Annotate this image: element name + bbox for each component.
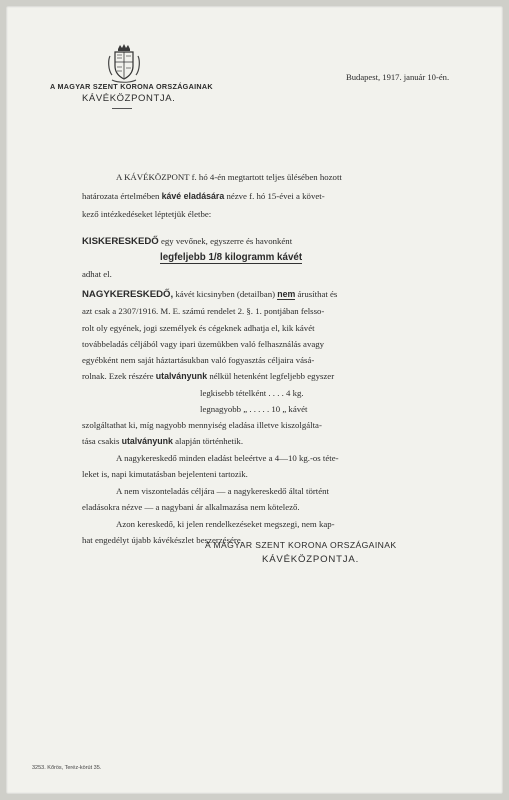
signature-line-2: KÁVÉKÖZPONTJA. — [262, 554, 360, 565]
signature-line-1: A MAGYAR SZENT KORONA ORSZÁGAINAK — [205, 540, 397, 550]
p3-quantity-min: legkisebb tételként . . . . 4 kg. — [200, 388, 304, 398]
p1-line-3: kező intézkedéseket léptetjük életbe: — [82, 209, 212, 219]
p1-line-2 — [82, 192, 325, 201]
issuer-divider — [112, 108, 132, 109]
issuer-name-line-2: KÁVÉKÖZPONTJA. — [82, 93, 176, 104]
p5-line-1: A nem viszonteladás céljára — a nagykereskedő által történt — [116, 486, 329, 496]
p3-line-10 — [82, 437, 243, 446]
p3-emphasis-nem: nem — [277, 289, 296, 299]
p3-text: árusíthat és — [297, 289, 338, 299]
p2-line-1 — [82, 237, 292, 247]
p3-line-1 — [82, 290, 337, 300]
p2-text: egy vevőnek, egyszerre és havonként — [160, 236, 293, 246]
p1-text: nézve f. hó 15-évei a követ- — [226, 191, 325, 201]
p3-text: tása csakis — [82, 436, 120, 446]
p5-line-2: eladásokra nézve — a nagybani ár alkalmazása nem kötelező. — [82, 502, 300, 512]
p1-line-1 — [116, 173, 342, 182]
p3-emphasis-voucher: utalványunk — [155, 371, 208, 381]
p2-lead: KISKERESKEDŐ — [82, 236, 159, 247]
date-line: Budapest, 1917. január 10-én. — [346, 72, 450, 82]
issuer-name-line-1: A MAGYAR SZENT KORONA ORSZÁGAINAK — [50, 82, 213, 91]
document-page — [6, 6, 503, 794]
printer-imprint: 3253. Kőrös, Teréz-körút 35. — [32, 765, 102, 771]
p3-emphasis-voucher: utalványunk — [121, 436, 173, 446]
p1-text: f. hó 4-én megtartott teljes ülésében hozott — [191, 172, 342, 182]
p1-text: határozata értelmében — [82, 191, 160, 201]
p3-line-4: továbbeladás céljából vagy ipari üzemükben való felhasználás avagy — [82, 339, 325, 349]
p2-line-3: adhat el. — [82, 269, 112, 279]
p3-text: rolnak. Ezek részére — [82, 371, 154, 381]
p6-line-2: hat engedélyt újabb kávékészlet beszerzésére. — [82, 535, 243, 545]
p3-text: nélkül hetenként legfeljebb egyszer — [209, 371, 335, 381]
p4-line-1: A nagykereskedő minden eladást beleértve a 4—10 kg.-os téte- — [116, 453, 339, 463]
p3-text: alapján történhetik. — [175, 436, 244, 446]
p1-lead: A KÁVÉKÖZPONT — [116, 172, 190, 182]
p3-line-5: egyébként nem saját háztartásukban való fogyasztás céljaira vásá- — [82, 355, 315, 365]
p4-line-2: leket is, napi kimutatásban bejelenteni tartozik. — [82, 469, 248, 479]
p3-line-9: szolgáltathat ki, míg nagyobb mennyiség eladása illetve kiszolgálta- — [82, 420, 322, 430]
p3-text: kávét kicsinyben (detailban) — [175, 289, 276, 299]
p6-line-1: Azon kereskedő, ki jelen rendelkezéseket megszegi, nem kap- — [116, 519, 335, 529]
p3-quantity-max: legnagyobb „ . . . . . 10 „ kávét — [200, 404, 308, 414]
p3-line-3: rolt oly egyének, jogi személyek és cégeknek adhatja el, kik kávét — [82, 323, 315, 333]
p2-emphasis: legfeljebb 1/8 kilogramm kávét — [160, 252, 303, 263]
p3-line-6 — [82, 372, 334, 381]
p1-emphasis: kávé eladására — [161, 191, 225, 201]
coat-of-arms-icon — [106, 42, 142, 86]
p3-line-2: azt csak a 2307/1916. M. E. számú rendelet 2. §. 1. pontjában felsso- — [82, 306, 325, 316]
p3-lead: NAGYKERESKEDŐ, — [82, 289, 174, 300]
